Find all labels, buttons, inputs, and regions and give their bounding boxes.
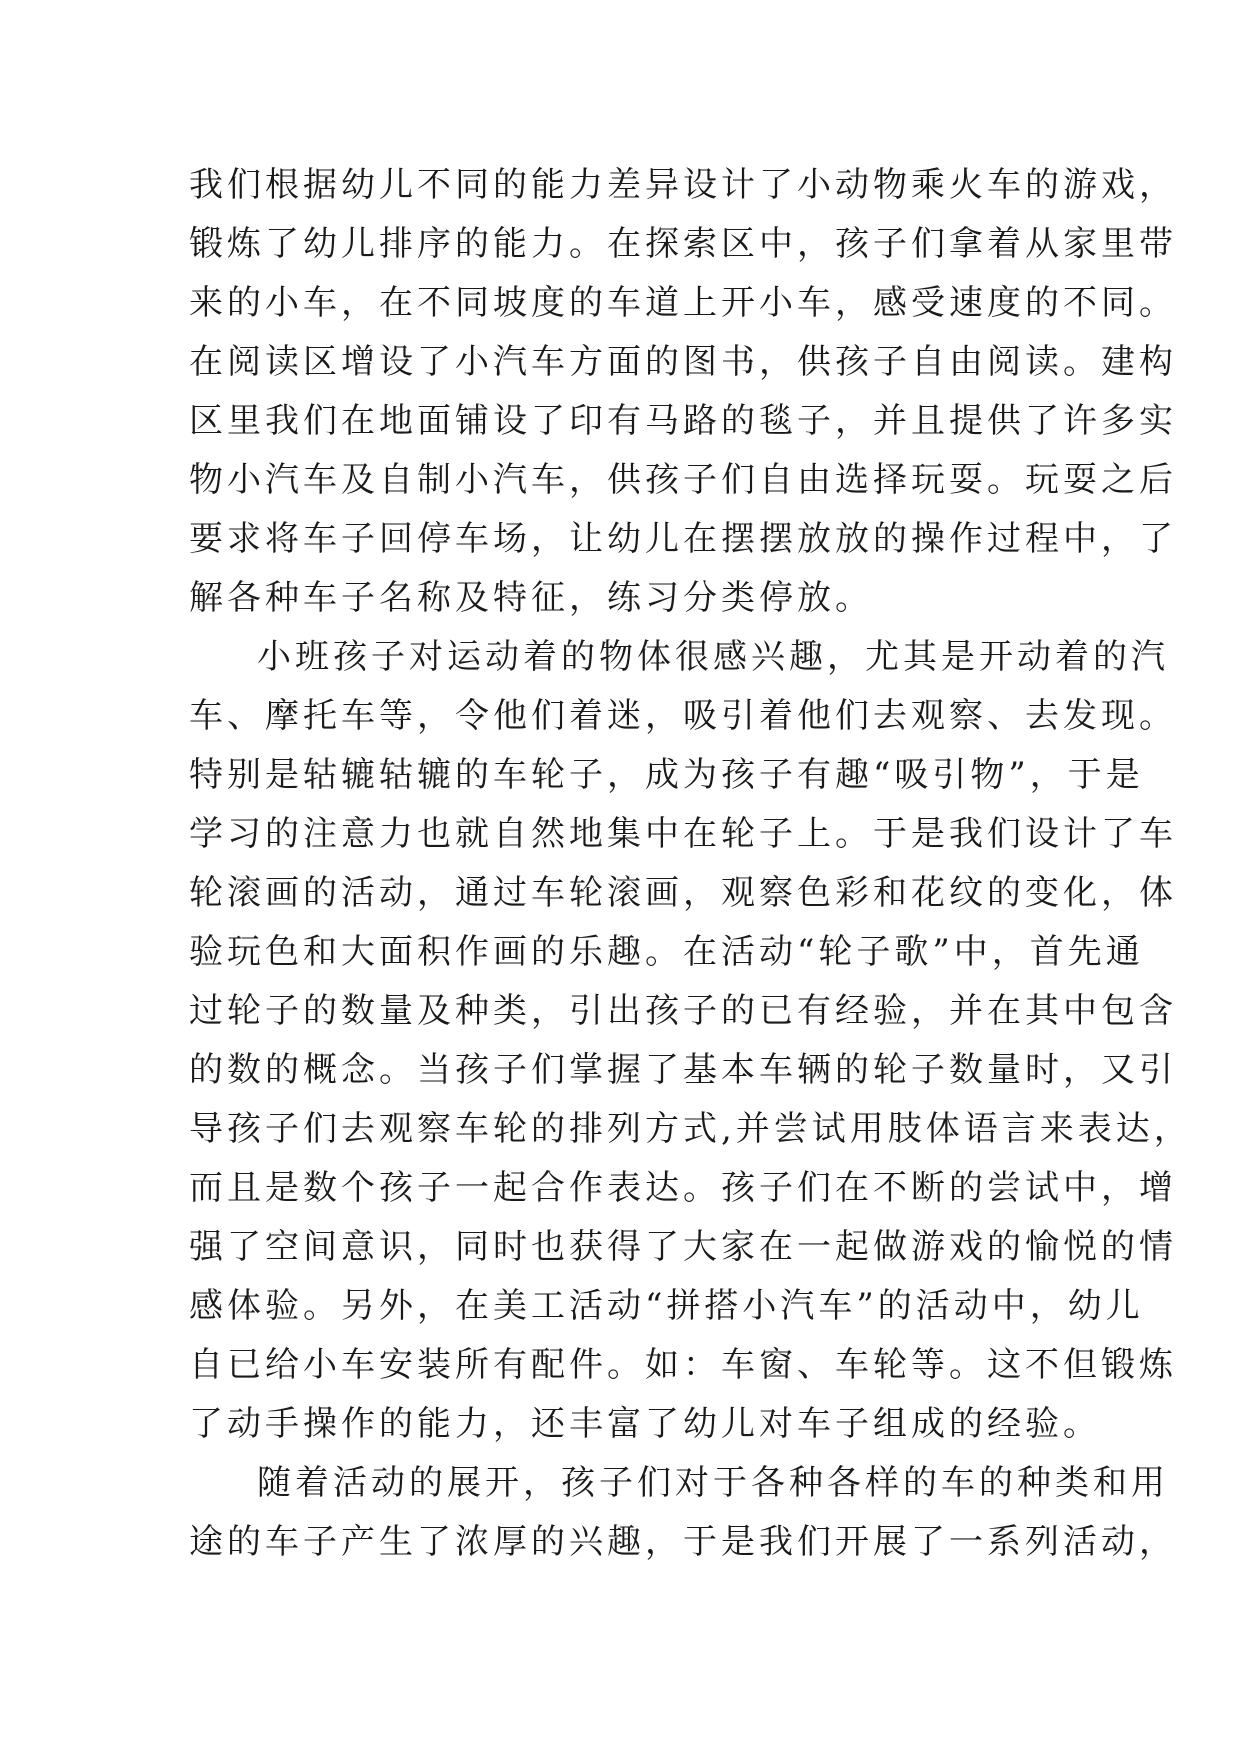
text-line: 特别是轱辘轱辘的车轮子，成为孩子有趣“吸引物”，于是 (189, 755, 1144, 795)
text-line: 强了空间意识，同时也获得了大家在一起做游戏的愉悦的情 (189, 1227, 1177, 1267)
text-line: 来的小车，在不同坡度的车道上开小车，感受速度的不同。 (189, 283, 1177, 323)
text-line: 解各种车子名称及特征，练习分类停放。 (189, 578, 873, 618)
text-line: 区里我们在地面铺设了印有马路的毯子，并且提供了许多实 (189, 401, 1177, 441)
text-line: 感体验。另外，在美工活动“拼搭小汽车”的活动中，幼儿 (189, 1286, 1144, 1326)
paragraph-first-line: 随着活动的展开，孩子们对于各种各样的车的种类和用 (257, 1463, 1169, 1503)
text-line: 的数的概念。当孩子们掌握了基本车辆的轮子数量时，又引 (189, 1050, 1177, 1090)
text-line: 验玩色和大面积作画的乐趣。在活动“轮子歌”中，首先通 (189, 932, 1144, 972)
text-line: 锻炼了幼儿排序的能力。在探索区中，孩子们拿着从家里带 (189, 224, 1177, 264)
text-line: 导孩子们去观察车轮的排列方式,并尝试用肢体语言来表达， (189, 1109, 1192, 1149)
body-text (189, 156, 1192, 1572)
text-line: 途的车子产生了浓厚的兴趣，于是我们开展了一系列活动， (189, 1522, 1177, 1562)
text-line: 自已给小车安装所有配件。如：车窗、车轮等。这不但锻炼 (189, 1345, 1177, 1385)
text-line: 要求将车子回停车场，让幼儿在摆摆放放的操作过程中，了 (189, 519, 1177, 559)
text-line: 而且是数个孩子一起合作表达。孩子们在不断的尝试中，增 (189, 1168, 1177, 1208)
text-line: 过轮子的数量及种类，引出孩子的已有经验，并在其中包含 (189, 991, 1177, 1031)
text-line: 我们根据幼儿不同的能力差异设计了小动物乘火车的游戏， (189, 165, 1177, 205)
text-line: 学习的注意力也就自然地集中在轮子上。于是我们设计了车 (189, 814, 1177, 854)
text-line: 轮滚画的活动，通过车轮滚画，观察色彩和花纹的变化，体 (189, 873, 1177, 913)
text-line: 物小汽车及自制小汽车，供孩子们自由选择玩耍。玩耍之后 (189, 460, 1177, 500)
paragraph-first-line: 小班孩子对运动着的物体很感兴趣，尤其是开动着的汽 (257, 637, 1169, 677)
text-line: 在阅读区增设了小汽车方面的图书，供孩子自由阅读。建构 (189, 342, 1177, 382)
text-line: 车、摩托车等，令他们着迷，吸引着他们去观察、去发现。 (189, 696, 1177, 736)
text-line: 了动手操作的能力，还丰富了幼儿对车子组成的经验。 (189, 1404, 1101, 1444)
